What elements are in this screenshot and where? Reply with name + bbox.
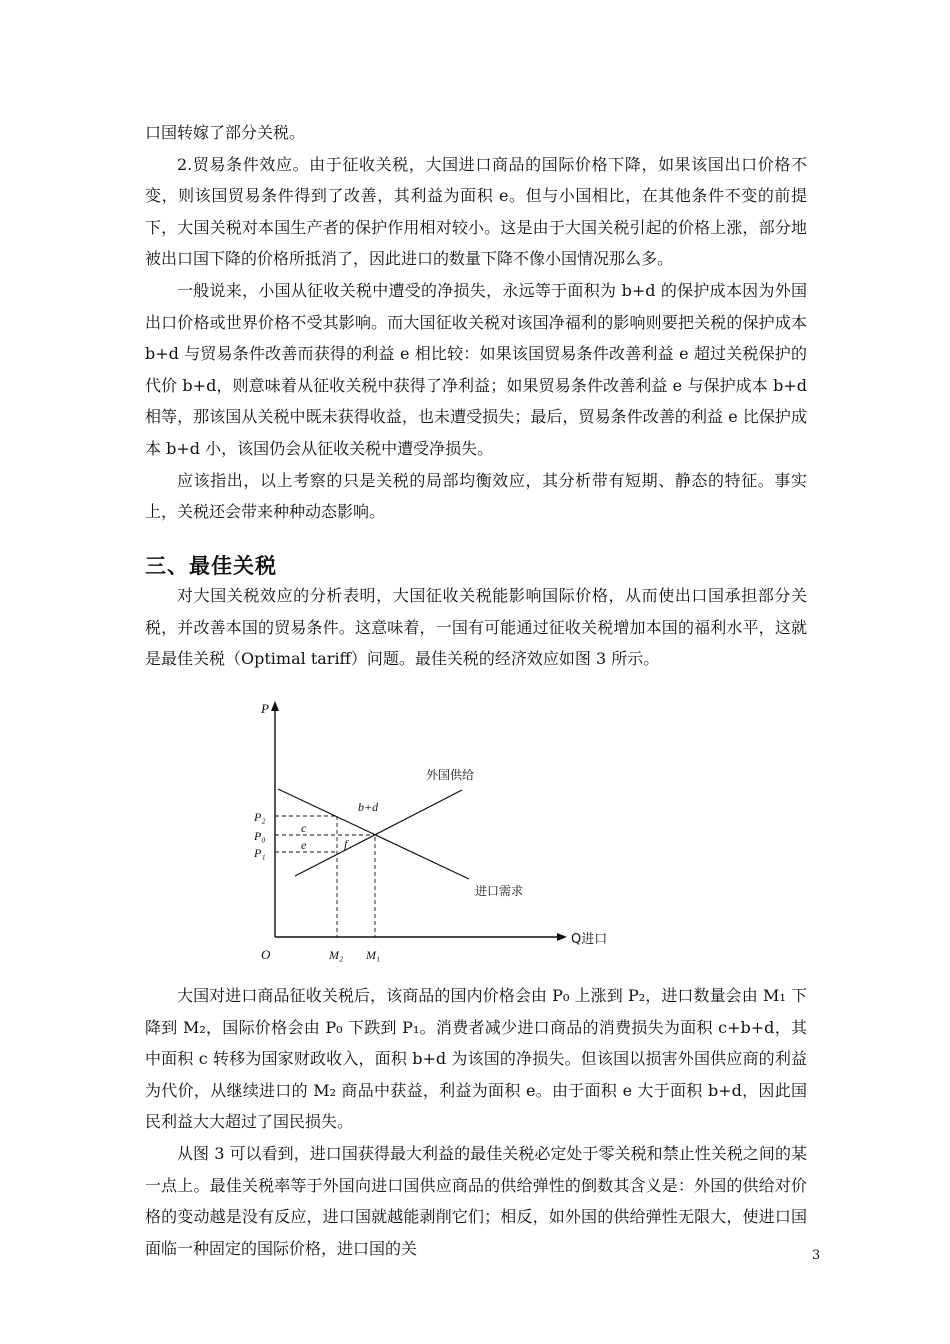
paragraph-terms-of-trade: 2.贸易条件效应。由于征收关税，大国进口商品的国际价格下降，如果该国出口价格不变，则该国贸易条件得到了改善，其利益为面积 e。但与小国相比，在其他条件不变的前提下，大国关税对本国生产者的保护作用相对较小。这是由于大国关税引起的价格上涨，部分地被出口国下降的价格所抵消了，因此进口的数量下降不像小国情况那么多。 [145, 154, 807, 269]
tick-label-m2: M₂ [329, 948, 344, 962]
series-label-foreign-supply: 外国供给 [426, 768, 475, 782]
y-axis-label: P [261, 701, 269, 716]
area-label-e: e [301, 838, 307, 852]
tick-label-p0: P₀ [254, 829, 266, 843]
area-label-b-plus-d: b+d [358, 800, 379, 814]
paragraph-partial-equilibrium: 应该指出，以上考察的只是关税的局部均衡效应，其分析带有短期、静态的特征。事实上，关税还会带来种种动态影响。 [145, 470, 807, 522]
chart-guides [275, 816, 377, 937]
bottom-text-section [145, 980, 807, 1264]
paragraph-net-loss: 一般说来，小国从征收关税中遭受的净损失，永远等于面积为 b+d 的保护成本因为外国出口价格或世界价格不受其影响。而大国征收关税对该国净福利的影响则要把关税的保护成本 b+d 与贸易条件改善而获得的利益 e 相比较：如果该国贸易条件改善利益 e 超过关税保护的代价 b+d，则意味着从征收关税中获得了净利益；如果贸易条件改善利益 e 与保护成本 b+d 相等，那该国从关税中既未获得收益，也未遭受损失；最后，贸易条件改善的利益 e 比保护成本 b+d 小，该国仍会从征收关税中遭受净损失。 [145, 280, 807, 458]
paragraph-continued: 口国转嫁了部分关税。 [145, 123, 306, 142]
x-axis-arrow [557, 933, 567, 941]
series-label-import-demand: 进口需求 [475, 884, 524, 898]
chart-axes [271, 701, 567, 941]
area-label-f: f [344, 837, 348, 851]
tick-label-m1: M₁ [366, 948, 381, 962]
chart-labels [253, 701, 607, 962]
area-label-c: c [301, 821, 307, 835]
x-axis-label: Q进口 [571, 932, 608, 947]
y-axis-arrow [271, 701, 279, 711]
origin-label: O [261, 947, 271, 962]
page-number: 3 [812, 1248, 821, 1263]
paragraph-optimal-tariff-rate: 从图 3 可以看到，进口国获得最大利益的最佳关税必定处于零关税和禁止性关税之间的某一点上。最佳关税率等于外国向进口国供应商品的供给弹性的倒数其含义是：外国的供给对价格的变动越是没有反应，进口国就越能剥削它们；相反，如外国的供给弹性无限大，使进口国面临一种固定的国际价格，进口国的关 [145, 1143, 807, 1258]
mid-text-section [145, 580, 807, 675]
optimal-tariff-chart [245, 697, 625, 967]
series-line-foreign-supply [295, 790, 462, 876]
section-heading-optimal-tariff: 三、最佳关税 [145, 554, 277, 578]
paragraph-optimal-tariff-intro: 对大国关税效应的分析表明，大国征收关税能影响国际价格，从而使出口国承担部分关税，并改善本国的贸易条件。这意味着，一国有可能通过征收关税增加本国的福利水平，这就是最佳关税（Optimal tariff）问题。最佳关税的经济效应如图 3 所示。 [145, 586, 807, 669]
top-text-section [145, 117, 807, 528]
paragraph-large-country-effect: 大国对进口商品征收关税后，该商品的国内价格会由 P₀ 上涨到 P₂，进口数量会由 M₁ 下降到 M₂，国际价格会由 P₀ 下跌到 P₁。消费者减少进口商品的消费损失为面积 c+b+d，其中面积 c 转移为国家财政收入，面积 b+d 为该国的净损失。但该国以损害外国供应商的利益为代价，从继续进口的 M₂ 商品中获益，利益为面积 e。由于面积 e 大于面积 b+d，因此国民利益大大超过了国民损失。 [145, 986, 807, 1132]
tick-label-p1: P₁ [254, 846, 266, 860]
tick-label-p2: P₂ [254, 810, 266, 824]
